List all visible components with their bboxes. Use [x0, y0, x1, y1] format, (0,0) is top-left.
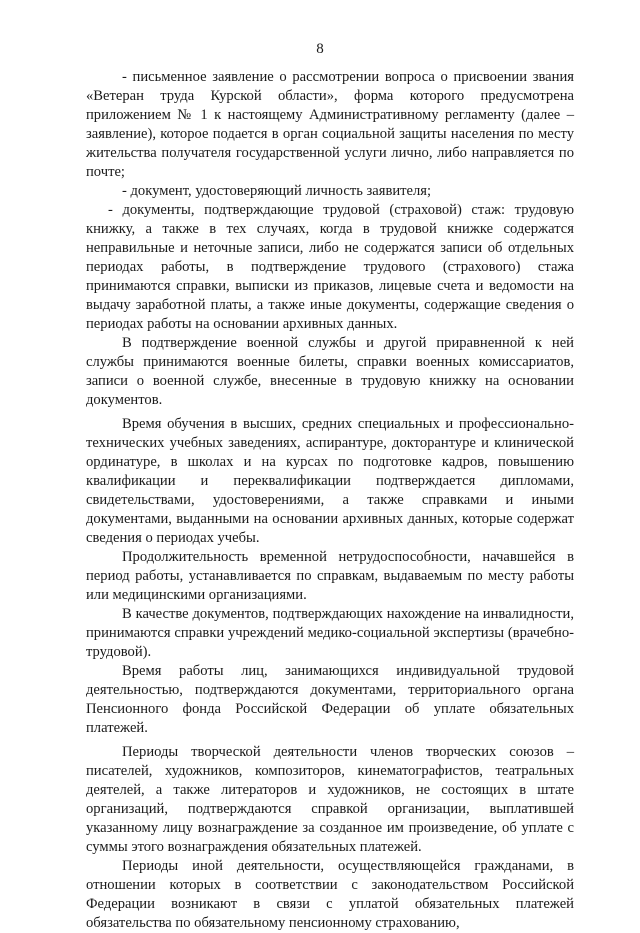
- paragraph-other-activity: Периоды иной деятельности, осуществляющейся гражданами, в отношении которых в соответствии с законодательством Российской Федерации возникают в связи с уплатой обязательных платежей обязательства по обязательному пенсионному страхованию,: [86, 858, 574, 931]
- paragraph-military-service: В подтверждение военной службы и другой приравненной к ней службы принимаются военные билеты, справки военных комиссариатов, записи о военной службе, внесенные в трудовую книжку на основании документов.: [86, 335, 574, 408]
- page-number: 8: [316, 41, 324, 57]
- paragraph-education-period: Время обучения в высших, средних специальных и профессионально-технических учебных заведениях, аспирантуре, докторантуре и клинической ординатуре, в школах и на курсах по подготовке кадров, повышению квалификации и переквалификации подтверждается дипломами, свидетельствами, удостоверениями, а также справками и иными документами, выданными на основании архивных данных, которые содержат сведения о периодах учебы.: [86, 416, 574, 546]
- paragraph-application: - письменное заявление о рассмотрении вопроса о присвоении звания «Ветеран труда Курской области», форма которого предусмотрена приложением № 1 к настоящему Административному регламенту (далее – заявление), которое подается в орган социальной защиты населения по месту жительства получателя государственной услуги лично, либо направляется по почте;: [86, 69, 574, 180]
- paragraph-creative-activity: Периоды творческой деятельности членов творческих союзов – писателей, художников, композиторов, кинематографистов, театральных деятелей, а также литераторов и художников, не состоящих в штате организаций, подтверждаются справкой организации, выплатившей указанному лицу вознаграждение за созданное им произведение, об уплате с суммы этого вознаграждения обязательных платежей.: [86, 744, 574, 855]
- paragraph-individual-labor: Время работы лиц, занимающихся индивидуальной трудовой деятельностью, подтверждаются документами, территориального органа Пенсионного фонда Российской Федерации об уплате обязательных платежей.: [86, 663, 574, 736]
- paragraph-identity-document: - документ, удостоверяющий личность заявителя;: [122, 183, 432, 199]
- paragraph-temporary-disability: Продолжительность временной нетрудоспособности, начавшейся в период работы, устанавливается по справкам, выдаваемым по месту работы или медицинскими организациями.: [86, 549, 574, 603]
- paragraph-disability: В качестве документов, подтверждающих нахождение на инвалидности, принимаются справки учреждений медико-социальной экспертизы (врачебно-трудовой).: [86, 606, 574, 660]
- document-body: [86, 68, 574, 933]
- paragraph-work-experience-documents: - документы, подтверждающие трудовой (страховой) стаж: трудовую книжку, а также в тех случаях, когда в трудовой книжке содержатся неправильные и неточные записи, либо не содержатся записи об отдельных периодах работы, в подтверждение трудового (страхового) стажа принимаются справки, выписки из приказов, лицевые счета и ведомости на выдачу заработной платы, а также иные документы, содержащие сведения о периодах работы на основании архивных данных.: [86, 202, 574, 332]
